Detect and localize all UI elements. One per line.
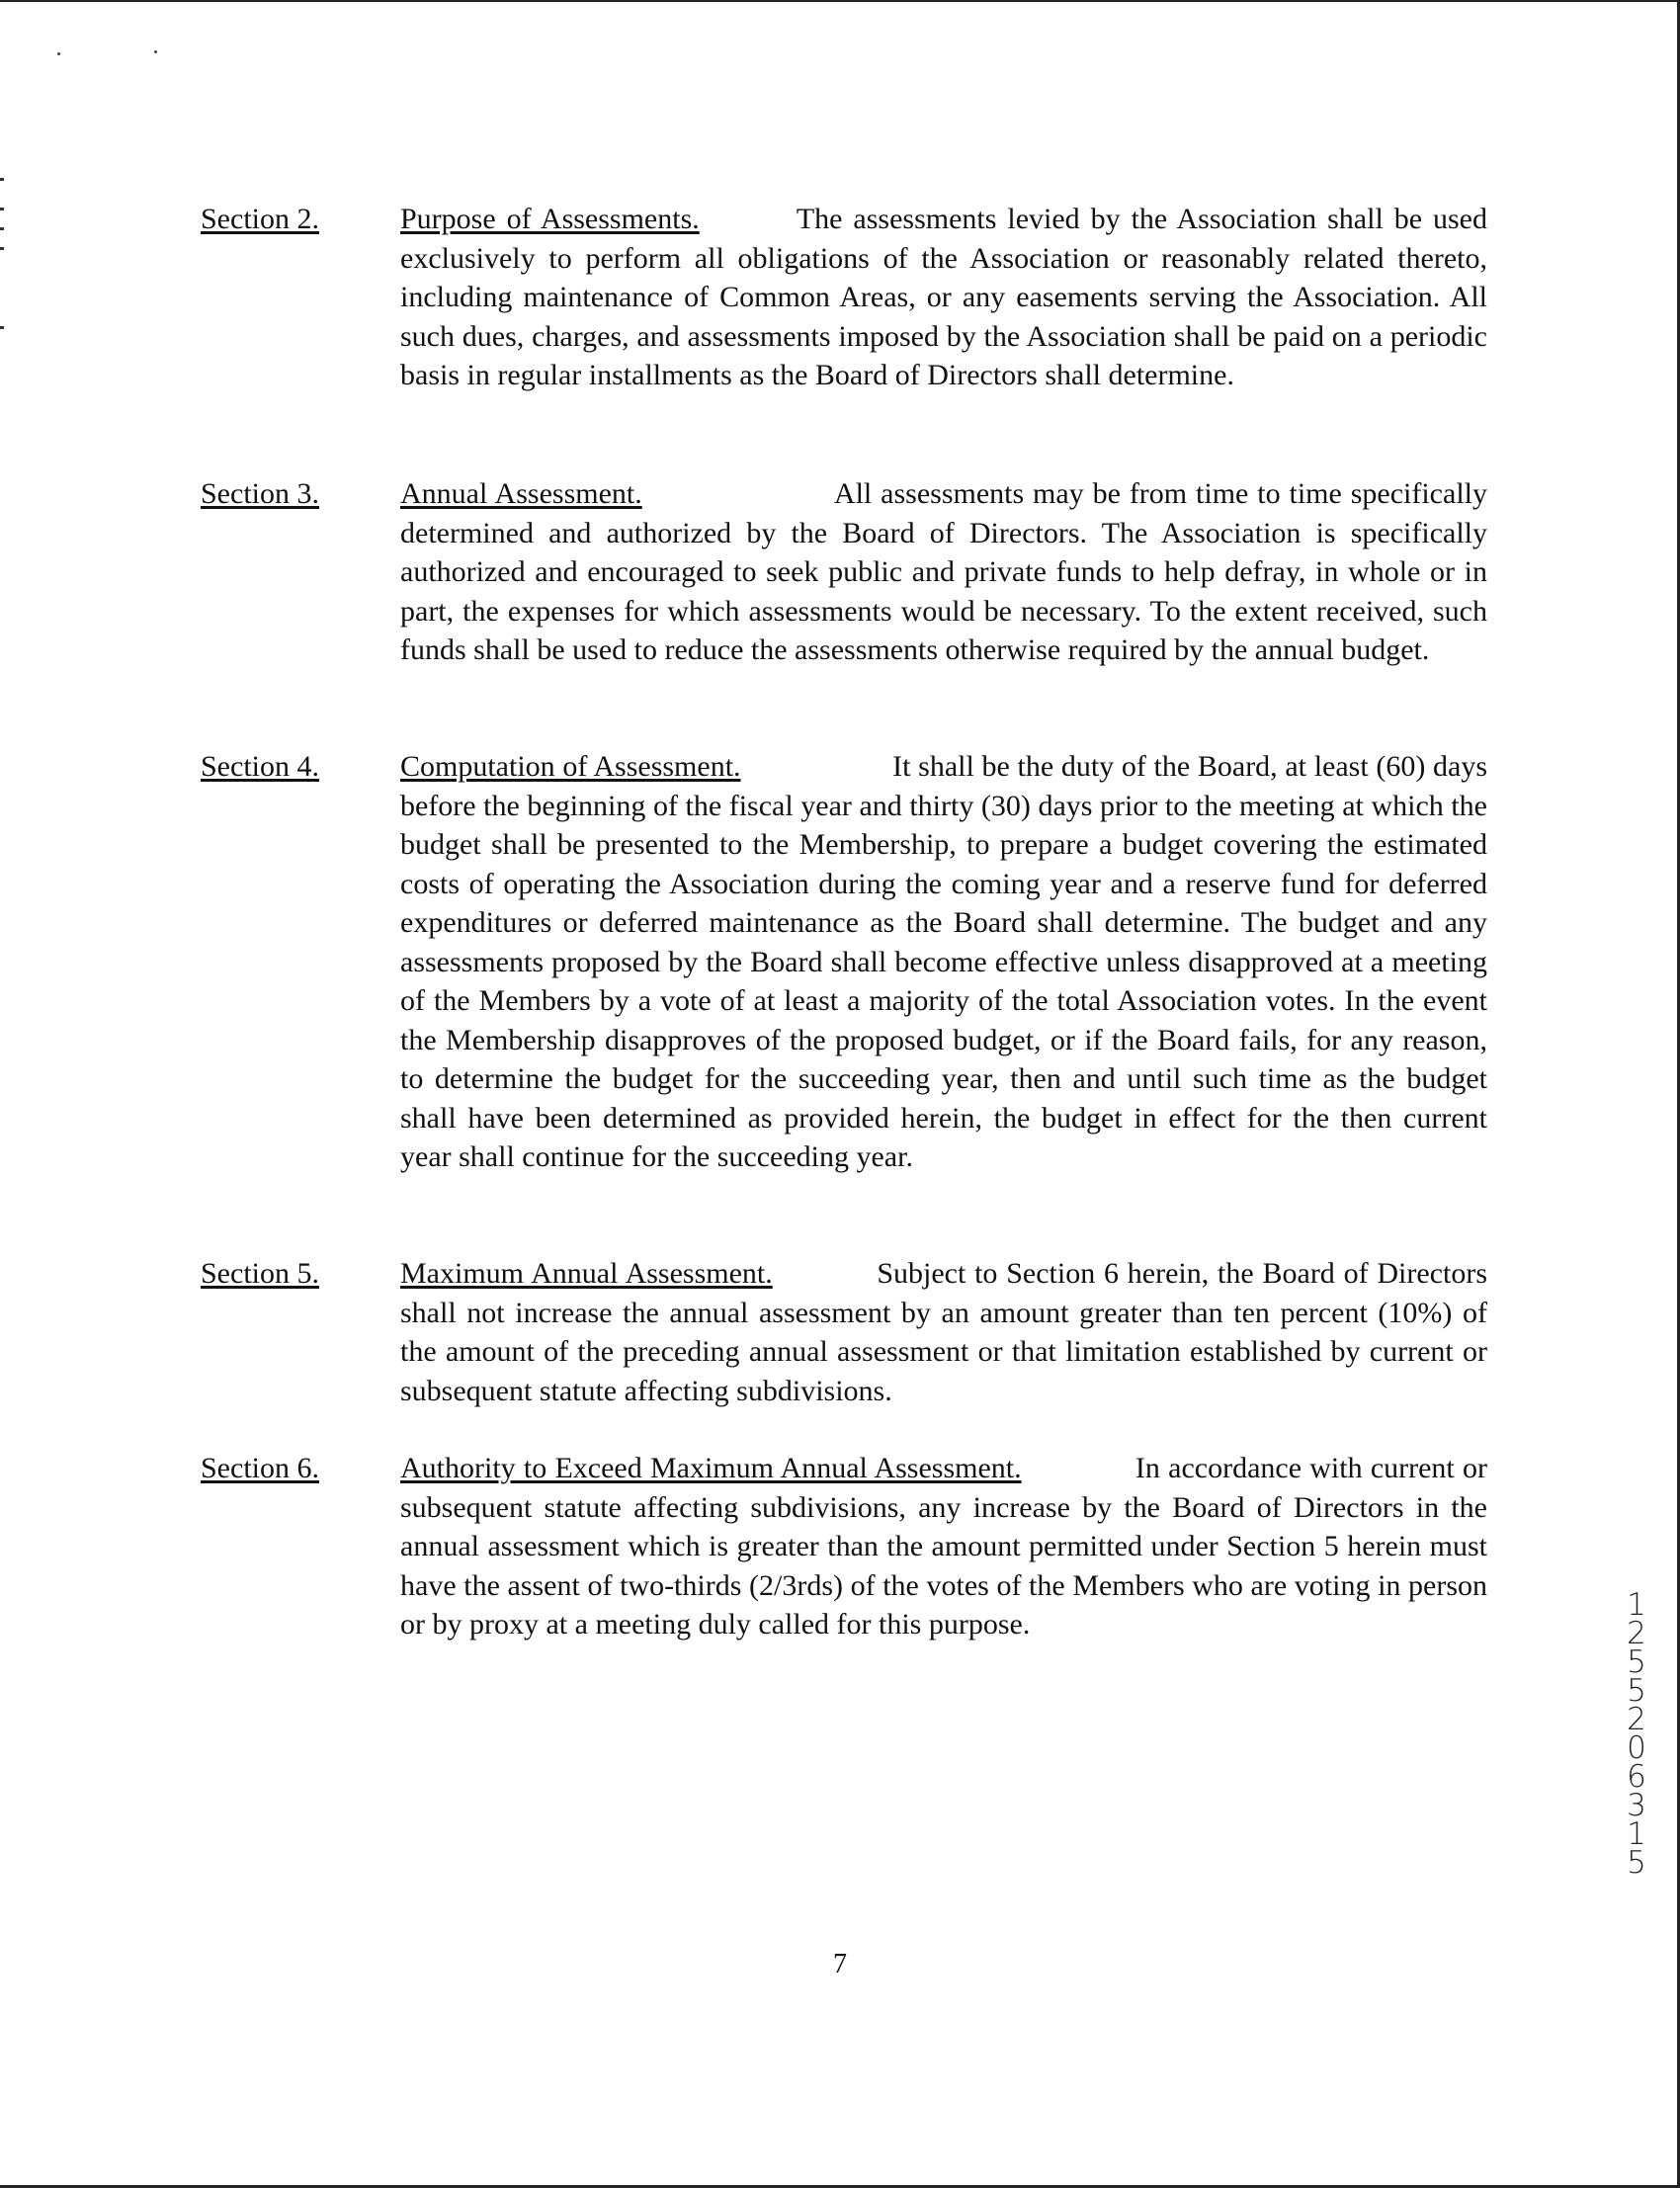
- section-label: Section 4.: [201, 750, 319, 783]
- section-heading: Purpose of Assessments.: [400, 203, 700, 235]
- section-heading: Annual Assessment.: [400, 477, 642, 510]
- scan-mark: [0, 178, 4, 181]
- section-heading: Maximum Annual Assessment.: [400, 1257, 773, 1290]
- section-label: Section 3.: [201, 477, 319, 510]
- section-text: All assessments may be from time to time specifically determined and authorized by the Board of Directors. The Association is specifically authorized and encouraged to seek public and private funds to help defray, in whole or in part, the expenses for which assessments would be necessary. To the extent received, such funds shall be used to reduce the assessments otherwise required by the annual budget.: [400, 477, 1487, 666]
- page-number: 7: [833, 1949, 847, 1979]
- section-text: It shall be the duty of the Board, at least (60) days before the beginning of the fiscal year and thirty (30) days prior to the meeting at which the budget shall be presented to the Membership, to prepare a budget covering the estimated costs of operating the Association during the coming year and a reserve fund for deferred expenditures or deferred maintenance as the Board shall determine. The budget and any assessments proposed by the Board shall become effective unless disapproved at a meeting of the Members by a vote of at least a majority of the total Association votes. In the event the Membership disapproves of the proposed budget, or if the Board fails, for any reason, to determine the budget for the succeeding year, then and until such time as the budget shall have been determined as provided herein, the budget in effect for the then current year shall continue for the succeeding year.: [400, 750, 1488, 1173]
- document-stamp: 1 2 5 5 2 0 6 3 1 5: [1627, 1587, 1646, 1881]
- section-body: [400, 747, 1487, 1177]
- section-3: [201, 474, 1487, 670]
- section-body: [400, 1254, 1487, 1410]
- scan-speck: [154, 50, 157, 53]
- section-heading: Computation of Assessment.: [400, 750, 741, 783]
- scan-mark: [0, 208, 4, 210]
- section-text: Subject to Section 6 herein, the Board of Directors shall not increase the annual assessment by an amount greater than ten percent (10%) of the amount of the preceding annual assessment or that limitation established by current or subsequent statute affecting subdivisions.: [400, 1257, 1488, 1407]
- section-label: Section 2.: [201, 203, 319, 235]
- section-body: [400, 200, 1487, 395]
- section-body: [400, 474, 1487, 670]
- scan-mark: [0, 326, 4, 329]
- scan-speck: [57, 52, 60, 55]
- section-label: Section 5.: [201, 1257, 319, 1290]
- section-text: In accordance with current or subsequent statute affecting subdivisions, any increase by the Board of Directors in the annual assessment which is greater than the amount permitted under Section 5 herein must have the assent of two-thirds (2/3rds) of the votes of the Members who are voting in person or by proxy at a meeting duly called for this purpose.: [400, 1452, 1487, 1641]
- section-6: [201, 1449, 1487, 1644]
- section-label: Section 6.: [201, 1452, 319, 1484]
- section-4: [201, 747, 1487, 1177]
- section-heading: Authority to Exceed Maximum Annual Assessment.: [400, 1452, 1022, 1484]
- scan-mark: [0, 247, 4, 250]
- section-body: [400, 1449, 1487, 1644]
- section-2: [201, 200, 1487, 395]
- section-text: The assessments levied by the Association shall be used exclusively to perform all obligations of the Association or reasonably related thereto, including maintenance of Common Areas, or any easements serving the Association. All such dues, charges, and assessments imposed by the Association shall be paid on a periodic basis in regular installments as the Board of Directors shall determine.: [400, 203, 1487, 391]
- scan-mark: [0, 227, 4, 230]
- page-border-top: [0, 0, 1680, 2]
- section-5: [201, 1254, 1487, 1410]
- scan-marks: [0, 178, 6, 336]
